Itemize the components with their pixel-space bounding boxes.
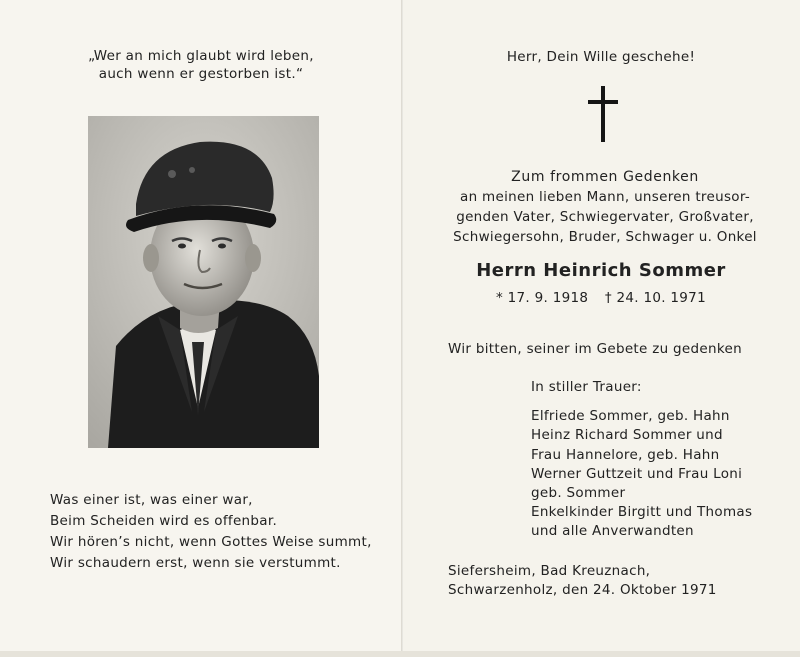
cross-icon [588,86,618,142]
portrait-illustration [88,116,319,448]
mourning-heading: In stiller Trauer: [531,379,642,395]
memory-line: Schwiegersohn, Bruder, Schwager u. Onkel [453,229,757,245]
poem-line: Was einer ist, was einer war, [50,492,253,508]
mourners-list [531,378,752,542]
mourner-line: Enkelkinder Birgitt und Thomas [531,504,753,521]
memorial-poem [50,490,380,574]
deceased-name: Herrn Heinrich Sommer [476,260,726,281]
quote-line: „Wer an mich glaubt wird leben, [88,48,314,64]
mourner-line: und alle Anverwandten [531,523,694,540]
poem-line: Wir schaudern erst, wenn sie verstummt. [50,555,341,571]
bible-quote [40,47,362,83]
mourner-line: Elfriede Sommer, geb. Hahn [531,408,730,425]
card-bottom-edge [0,651,800,657]
card-fold [401,0,403,657]
place-line: Siefersheim, Bad Kreuznach, [448,563,651,579]
memory-line: genden Vater, Schwiegervater, Großvater, [456,209,754,225]
poem-line: Wir hören’s nicht, wenn Gottes Weise summt, [50,534,372,550]
death-date: † 24. 10. 1971 [604,290,706,306]
prayer-request: Wir bitten, seiner im Gebete zu gedenken [448,341,742,357]
prayer-heading: Herr, Dein Wille geschehe! [506,49,696,65]
mourner-line: Frau Hannelore, geb. Hahn [531,446,720,463]
birth-date: * 17. 9. 1918 [496,290,589,306]
memory-title: Zum frommen Gedenken [511,169,699,185]
memory-line: an meinen lieben Mann, unseren treusor- [460,189,750,205]
poem-line: Beim Scheiden wird es offenbar. [50,513,278,529]
portrait-photo [88,116,319,448]
mourner-line: Werner Guttzeit und Frau Loni [531,465,743,482]
mourner-line: geb. Sommer [531,485,626,502]
quote-line: auch wenn er gestorben ist.“ [98,66,304,82]
life-dates [402,290,800,306]
place-line: Schwarzenholz, den 24. Oktober 1971 [448,582,717,598]
memory-dedication [440,167,770,247]
place-and-date [448,562,717,600]
mourner-line: Heinz Richard Sommer und [531,427,723,444]
